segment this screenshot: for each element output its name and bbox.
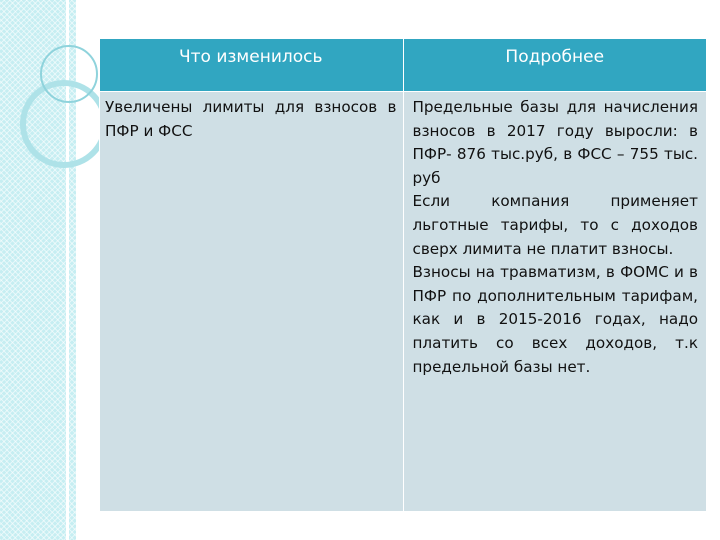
changes-table (99, 38, 707, 512)
details-paragraph-preferential: Если компания применяет льготные тарифы, то с доходов сверх лимита не платит взносы. (412, 192, 698, 258)
details-paragraph-injury: Взносы на травматизм, в ФОМС и в ПФР по дополнительным тарифам, как и в 2015-2016 годах, надо платить со всех доходов, т.к предельной базы нет. (412, 263, 698, 376)
details-paragraph-limits: Предельные базы для начисления взносов в 2017 году выросли: в ПФР- 876 тыс.руб, в ФСС – 755 тыс. руб (412, 98, 698, 187)
decorative-ring-small (40, 45, 98, 103)
header-details: Подробнее (403, 39, 707, 92)
cell-details (403, 92, 707, 512)
cell-change-summary: Увеличены лимиты для взносов в ПФР и ФСС (100, 92, 404, 512)
header-what-changed: Что изменилось (100, 39, 404, 92)
table-header-row (100, 39, 707, 92)
table-row (100, 92, 707, 512)
